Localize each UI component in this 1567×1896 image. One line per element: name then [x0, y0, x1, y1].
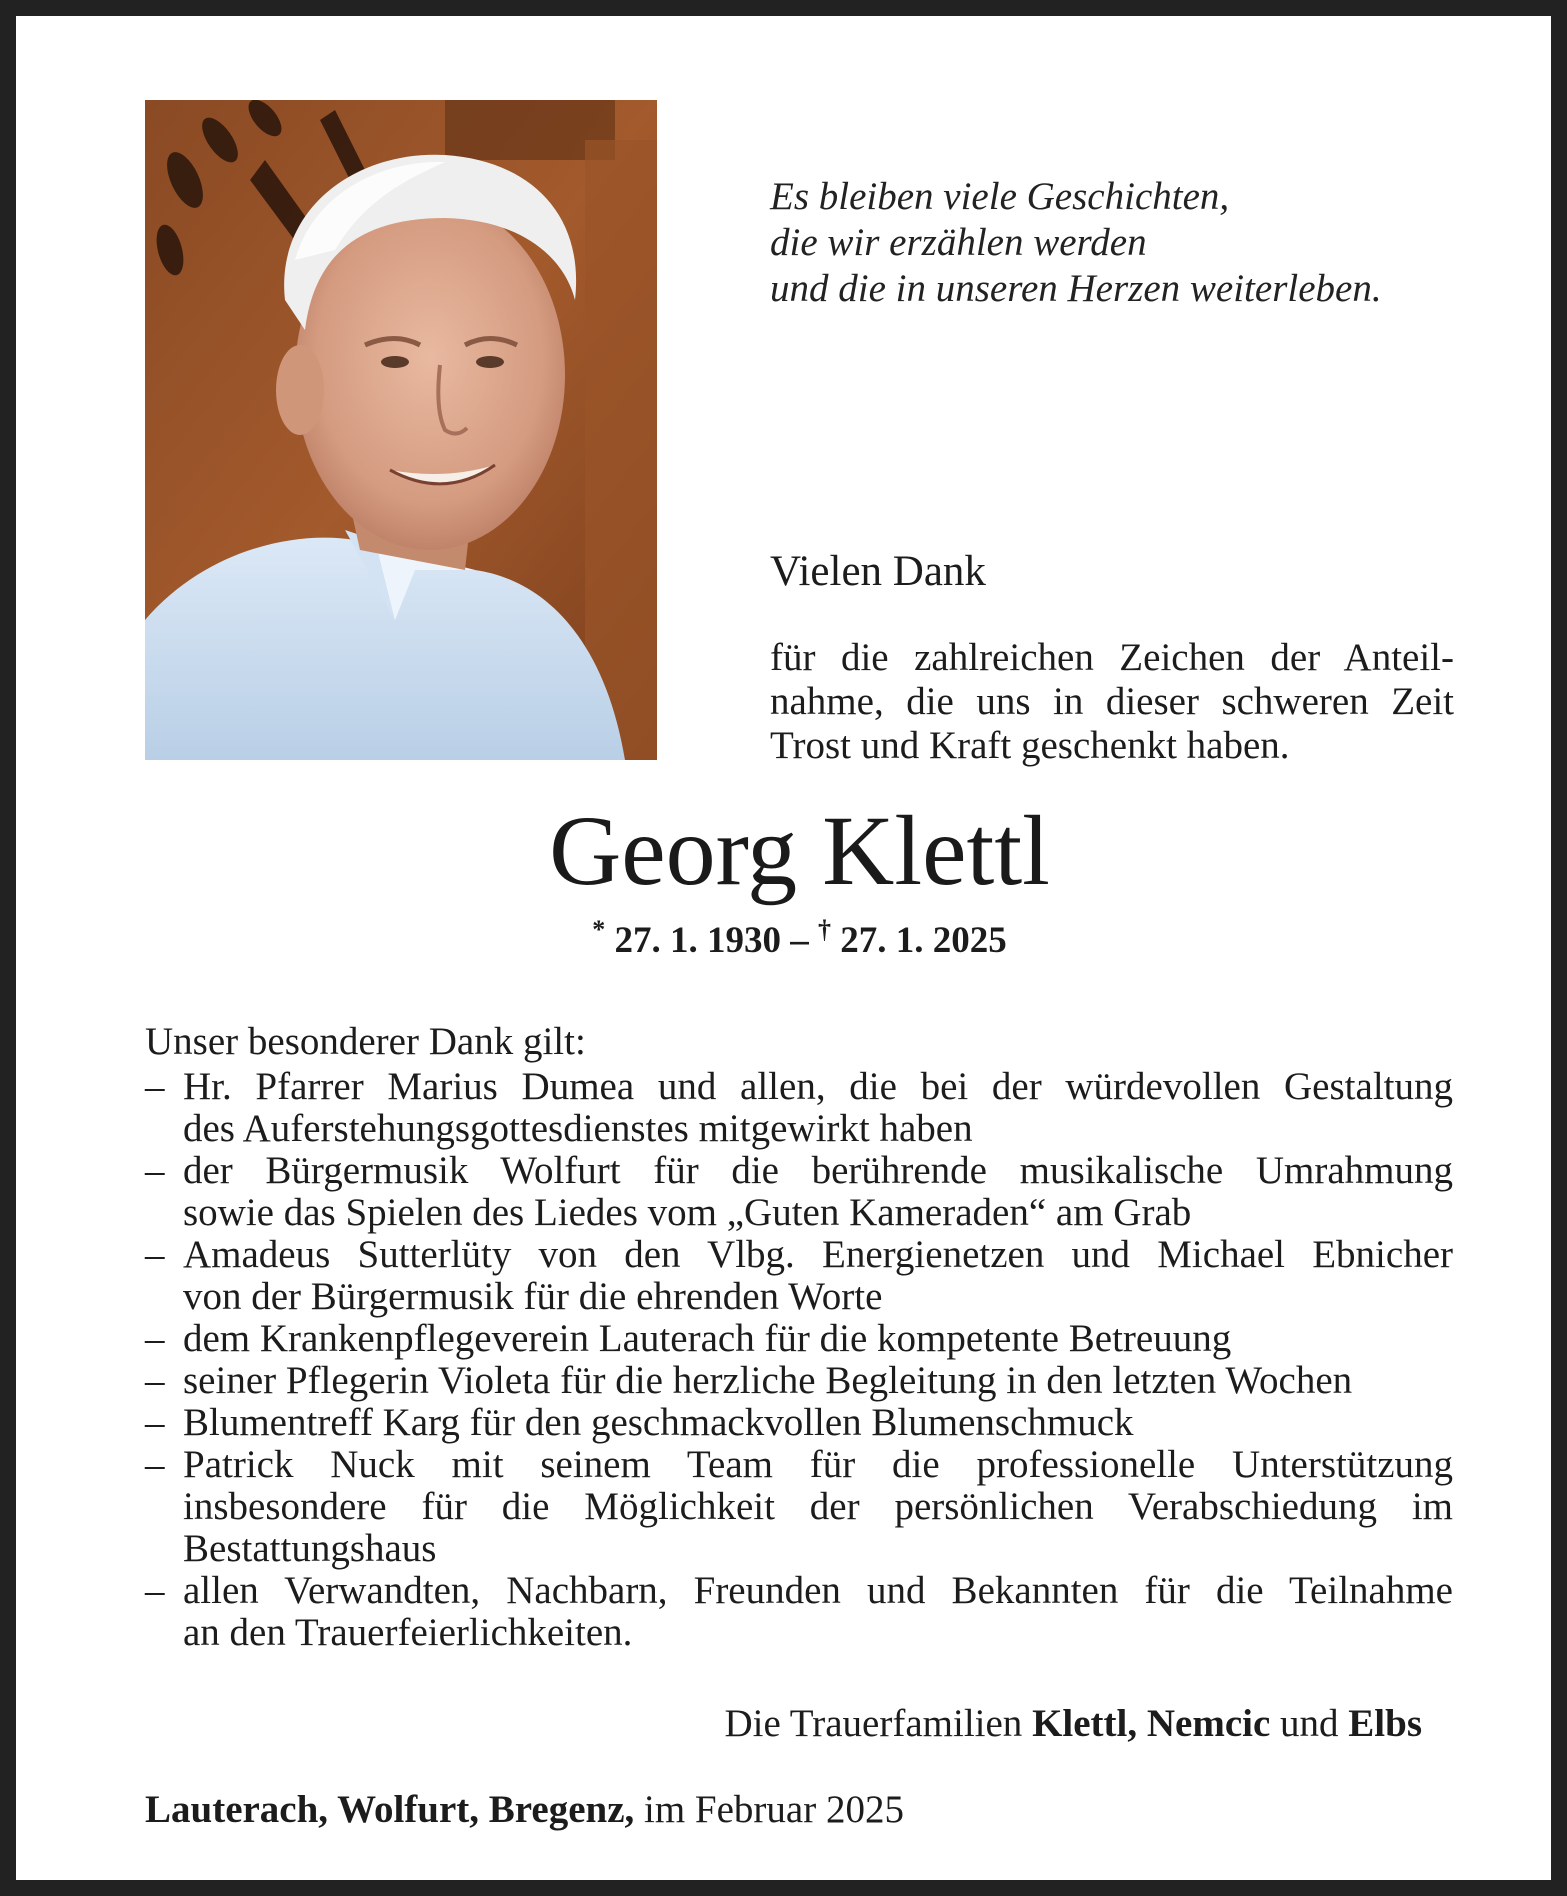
list-item-line: an den Trauerfeierlichkeiten.: [183, 1611, 633, 1654]
death-date: 27. 1. 2025: [840, 920, 1007, 961]
list-item-line: dem Krankenpflegeverein Lauterach für die kompetente Betreuung: [183, 1317, 1232, 1360]
family-name: Nemcic: [1146, 1702, 1271, 1745]
birth-symbol: *: [592, 915, 606, 944]
list-item-line: der Bürgermusik Wolfurt für die berührende musikalische Umrahmung: [183, 1149, 1453, 1192]
list-item: [145, 1360, 1453, 1402]
thanks-title: Vielen Dank: [770, 548, 986, 595]
list-item: [145, 1570, 1453, 1654]
quote-line: Es bleiben viele Geschichten,: [770, 175, 1230, 218]
life-dates: [16, 915, 1567, 963]
special-thanks-heading: Unser besonderer Dank gilt:: [145, 1020, 586, 1063]
date-separator: –: [790, 920, 809, 961]
place-date-line: [145, 1788, 904, 1832]
special-thanks-list: [145, 1066, 1453, 1654]
list-item-line: von der Bürgermusik für die ehrenden Worte: [183, 1275, 883, 1318]
quote-line: die wir erzählen werden: [770, 221, 1147, 264]
deceased-name: Georg Klettl: [549, 795, 1050, 906]
portrait-photo: [145, 100, 657, 760]
list-item-line: Patrick Nuck mit seinem Team für die professionelle Unterstützung: [183, 1443, 1453, 1486]
list-item-line: Hr. Pfarrer Marius Dumea und allen, die bei der würdevollen Gestaltung: [183, 1065, 1453, 1108]
list-item: [145, 1402, 1453, 1444]
list-item: [145, 1234, 1453, 1318]
signature-prefix: Die Trauerfamilien: [724, 1702, 1023, 1745]
thanks-line: nahme, die uns in dieser schweren Zeit: [770, 680, 1454, 723]
list-dash: –: [145, 1359, 165, 1402]
list-dash: –: [145, 1233, 165, 1276]
death-symbol: †: [818, 915, 831, 944]
thanks-text: [770, 636, 1454, 768]
list-dash: –: [145, 1065, 165, 1108]
quote-line: und die in unseren Herzen weiterleben.: [770, 267, 1382, 310]
thanks-line: Trost und Kraft geschenkt haben.: [770, 724, 1290, 767]
list-item: [145, 1150, 1453, 1234]
list-dash: –: [145, 1317, 165, 1360]
signature: [724, 1702, 1422, 1746]
notice-date: im Februar 2025: [644, 1788, 904, 1831]
thanks-line: für die zahlreichen Zeichen der Anteil-: [770, 636, 1454, 679]
list-item-line: Amadeus Sutterlüty von den Vlbg. Energienetzen und Michael Ebnicher: [183, 1233, 1453, 1276]
family-name: Elbs: [1348, 1702, 1422, 1745]
list-dash: –: [145, 1149, 165, 1192]
list-dash: –: [145, 1401, 165, 1444]
list-item: [145, 1066, 1453, 1150]
memorial-quote: [770, 174, 1382, 312]
list-item-line: insbesondere für die Möglichkeit der persönlichen Verabschiedung im: [183, 1485, 1453, 1528]
family-name: Klettl,: [1032, 1702, 1138, 1745]
list-item-line: Bestattungshaus: [183, 1527, 437, 1570]
places: Lauterach, Wolfurt, Bregenz,: [145, 1788, 635, 1831]
list-item-line: sowie das Spielen des Liedes vom „Guten Kameraden“ am Grab: [183, 1191, 1192, 1234]
list-item: [145, 1444, 1453, 1570]
list-item-line: seiner Pflegerin Violeta für die herzliche Begleitung in den letzten Wochen: [183, 1359, 1353, 1402]
signature-conjunction: und: [1280, 1702, 1339, 1745]
list-item-line: allen Verwandten, Nachbarn, Freunden und Bekannten für die Teilnahme: [183, 1569, 1453, 1612]
list-dash: –: [145, 1569, 165, 1612]
list-item-line: des Auferstehungsgottesdienstes mitgewirkt haben: [183, 1107, 973, 1150]
list-dash: –: [145, 1443, 165, 1486]
list-item: [145, 1318, 1453, 1360]
birth-date: 27. 1. 1930: [614, 920, 781, 961]
list-item-line: Blumentreff Karg für den geschmackvollen Blumenschmuck: [183, 1401, 1134, 1444]
